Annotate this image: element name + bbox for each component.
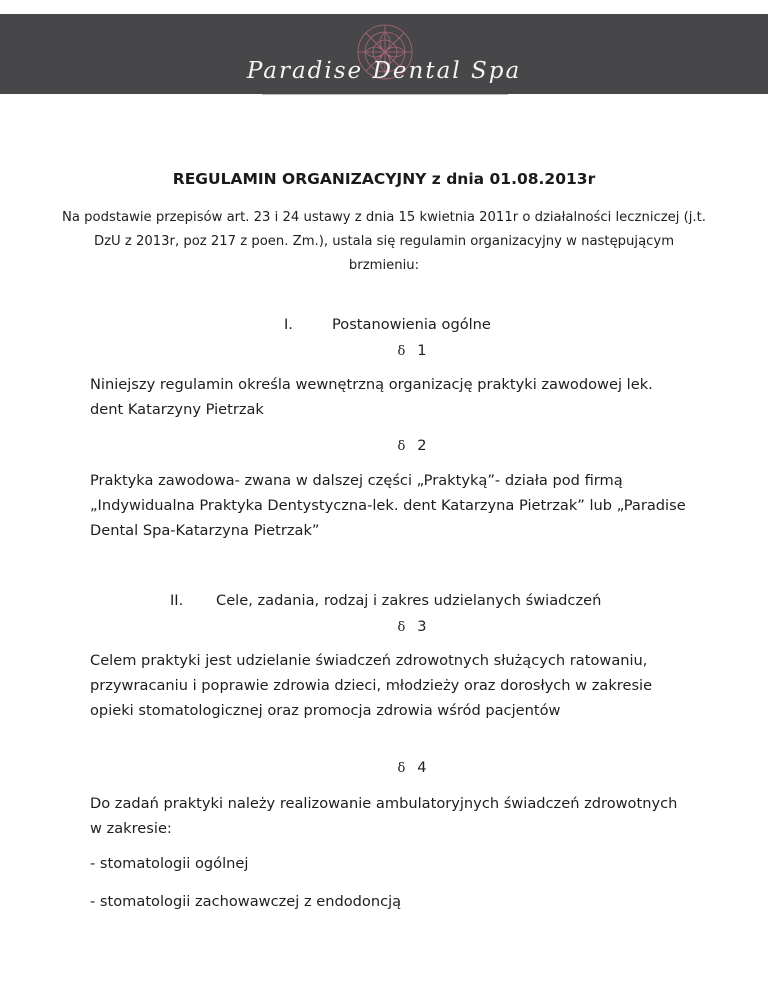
paragraph-symbol: δ	[397, 620, 406, 635]
paragraph-mark	[0, 759, 768, 776]
paragraph-symbol: δ	[397, 344, 406, 359]
section-heading	[0, 592, 768, 612]
paragraph-text: Niniejszy regulamin określa wewnętrzną organizację praktyki zawodowej lek. dent Katarzyny Pietrzak	[90, 376, 653, 418]
intro-paragraph: Na podstawie przepisów art. 23 i 24 ustawy z dnia 15 kwietnia 2011r o działalności leczniczej (j.t. DzU z 2013r, poz 217 z poen. Zm.), ustala się regulamin organizacyjny w następującym brzmieniu:	[62, 210, 706, 273]
paragraph-symbol: δ	[397, 761, 406, 776]
section-title: Cele, zadania, rodzaj i zakres udzielanych świadczeń	[216, 592, 602, 609]
paragraph-mark	[0, 437, 768, 454]
paragraph-text: Do zadań praktyki należy realizowanie ambulatoryjnych świadczeń zdrowotnych w zakresie:	[90, 795, 678, 837]
logo-underline	[262, 94, 508, 95]
section-heading	[0, 316, 768, 336]
paragraph-symbol: δ	[397, 439, 406, 454]
section-number: II.	[170, 592, 184, 609]
logo-text: Paradise Dental Spa	[246, 58, 522, 84]
paragraph-text: Celem praktyki jest udzielanie świadczeń zdrowotnych służących ratowaniu, przywracaniu i poprawie zdrowia dzieci, młodzieży oraz dorosłych w zakresie opieki stomatologicznej oraz promocja zdrowia wśród pacjentów	[90, 652, 653, 719]
paragraph-number: 4	[417, 759, 427, 776]
paragraph-mark	[0, 618, 768, 635]
section-number: I.	[284, 316, 293, 333]
list-item: - stomatologii zachowawczej z endodoncją	[90, 893, 402, 910]
paragraph-text: Praktyka zawodowa- zwana w dalszej części „Praktyką”- działa pod firmą „Indywidualna Praktyka Dentystyczna-lek. dent Katarzyna Pietrzak” lub „Paradise Dental Spa-Katarzyna Pietrzak”	[90, 472, 686, 539]
document-title: REGULAMIN ORGANIZACYJNY z dnia 01.08.2013r	[172, 170, 596, 188]
paragraph-number: 3	[417, 618, 427, 635]
paragraph-number: 2	[417, 437, 427, 454]
list-item: - stomatologii ogólnej	[90, 855, 249, 872]
paragraph-number: 1	[417, 342, 427, 359]
header-bar	[0, 14, 768, 94]
paragraph-mark	[0, 342, 768, 359]
section-title: Postanowienia ogólne	[332, 316, 491, 333]
